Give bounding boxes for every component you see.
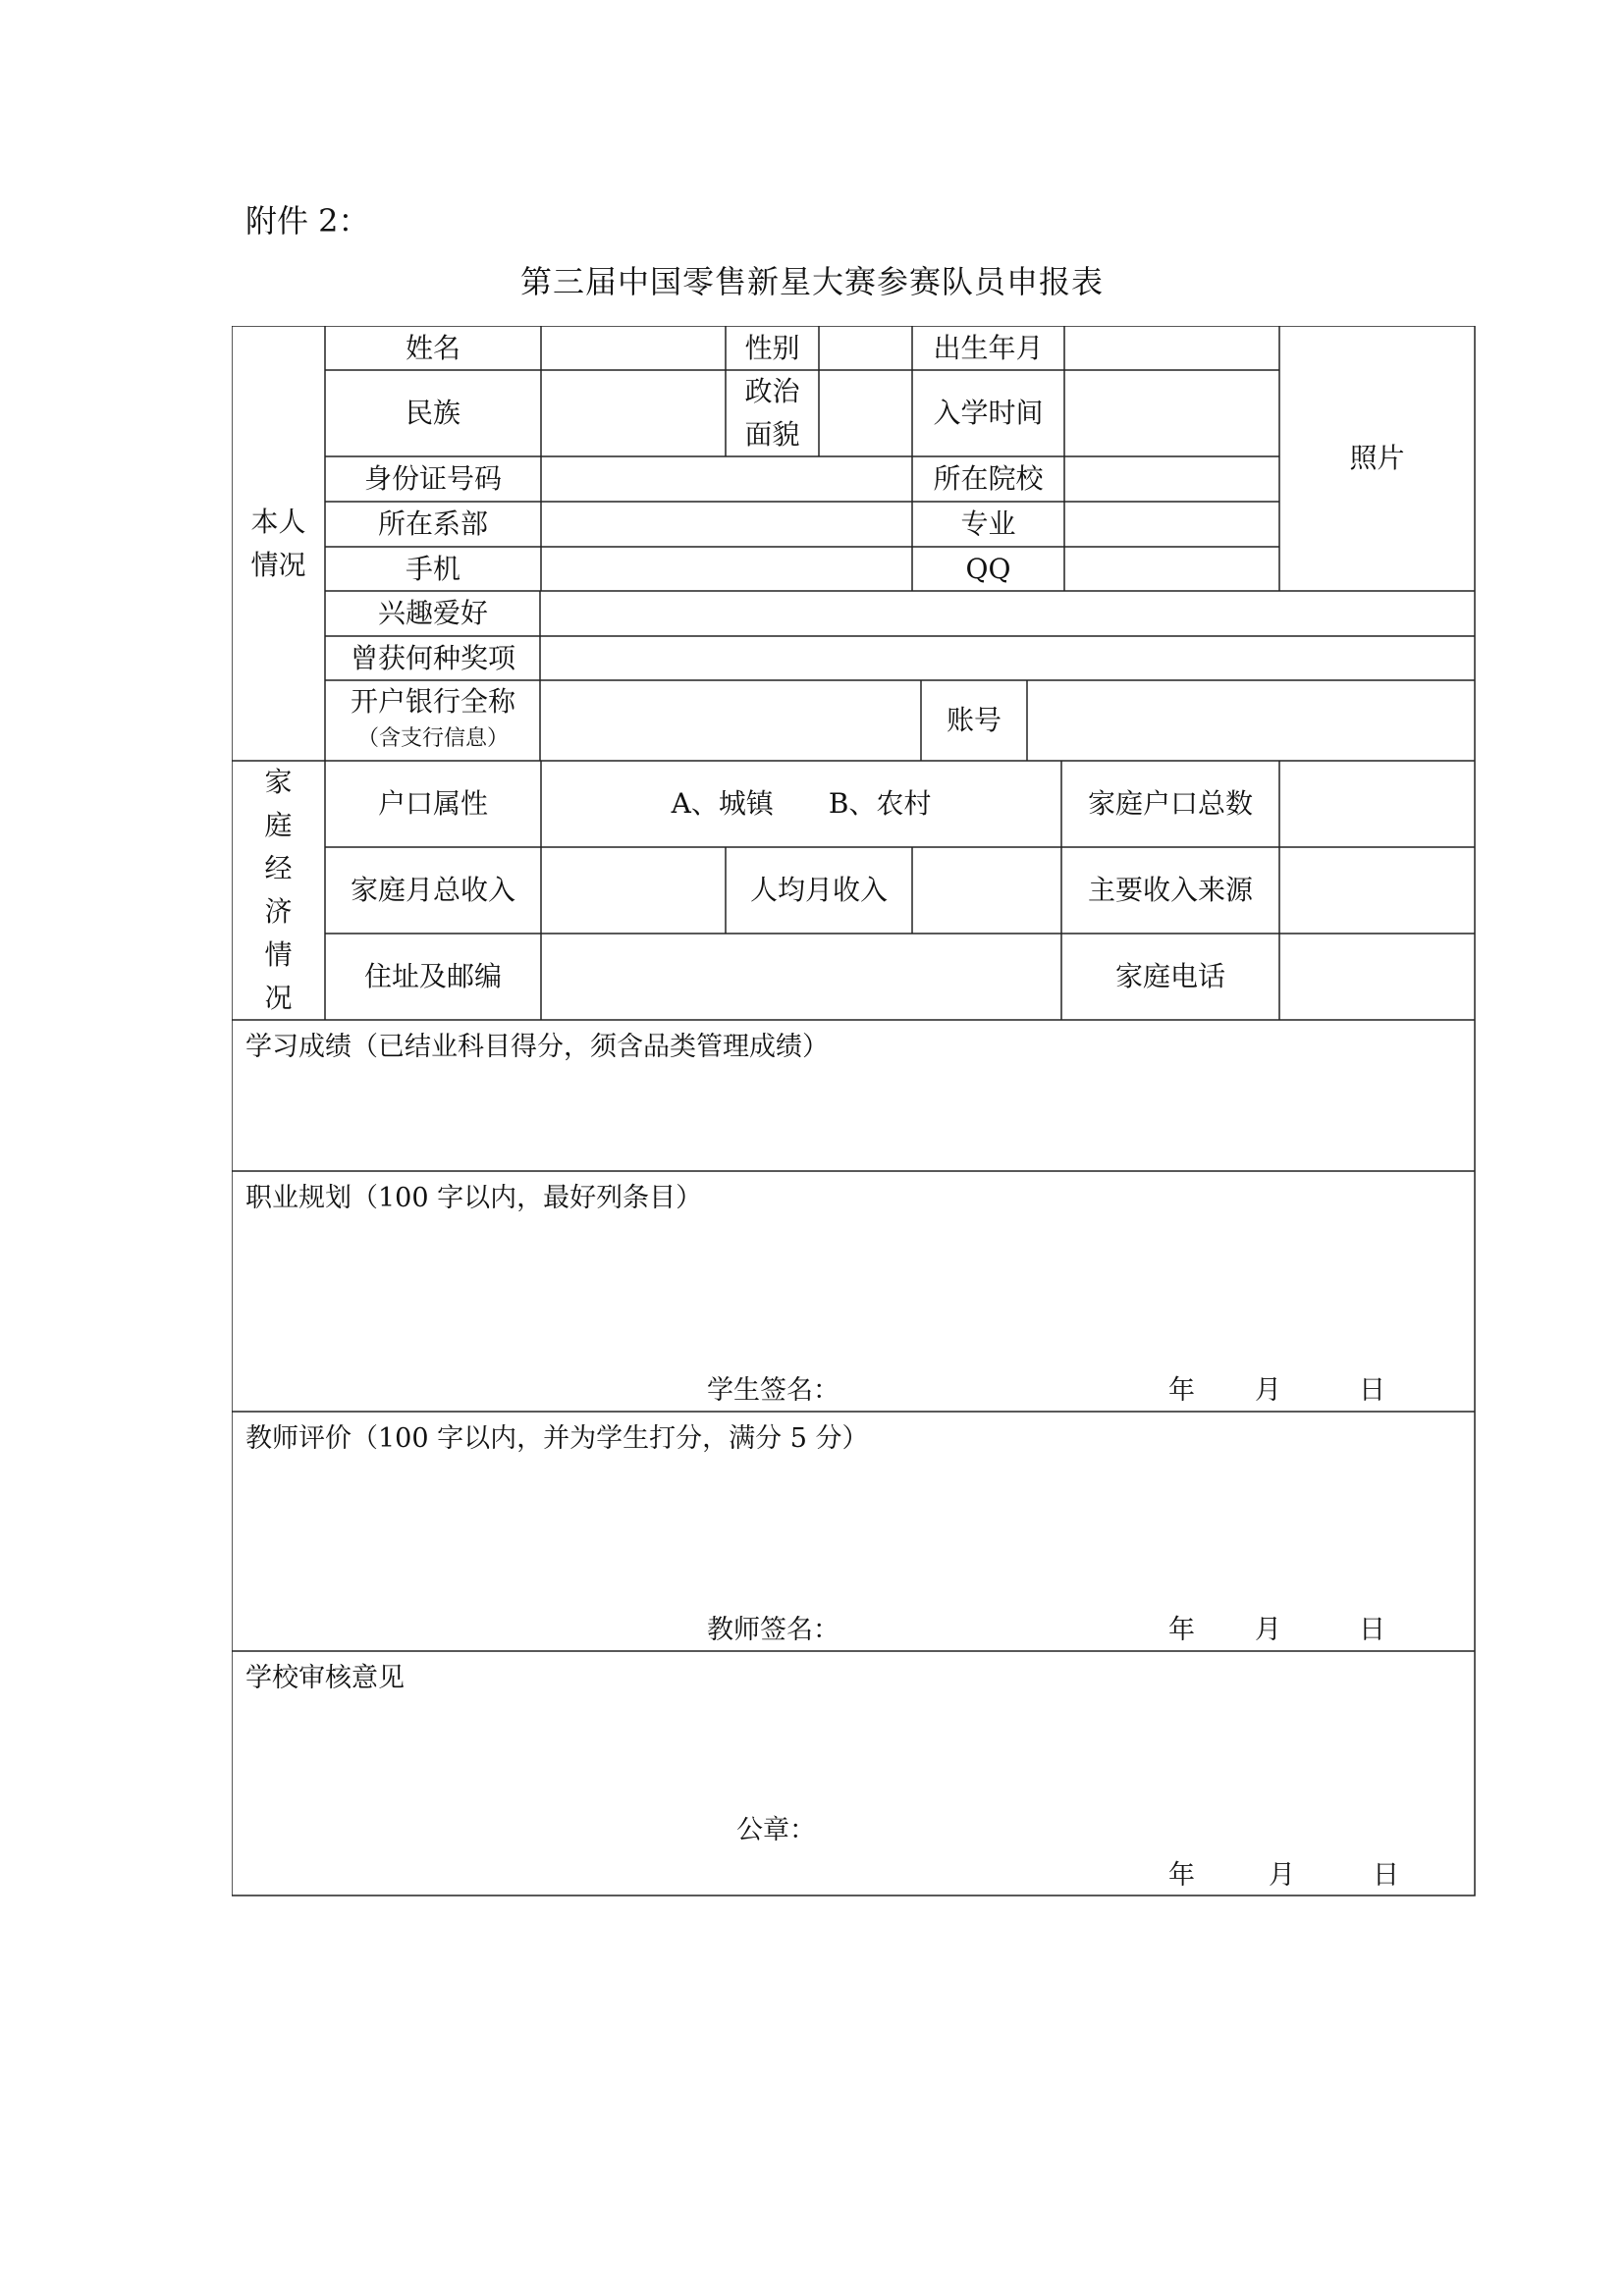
school-seal-label: 公章： xyxy=(736,1815,816,1845)
review-date-day: 日 xyxy=(1373,1860,1399,1891)
home-phone-label: 家庭电话 xyxy=(1114,960,1225,993)
application-form-table xyxy=(232,326,1476,1896)
mobile-label: 手机 xyxy=(405,552,460,585)
qq-label: QQ xyxy=(965,552,1011,585)
family-section-text: 家庭经济情况 xyxy=(264,766,293,1014)
per-capita-income-label: 人均月收入 xyxy=(749,874,888,907)
account-label: 账号 xyxy=(946,704,1001,737)
name-label: 姓名 xyxy=(405,331,460,364)
ethnicity-label: 民族 xyxy=(405,397,460,430)
birth-label: 出生年月 xyxy=(933,331,1044,364)
photo-label: 照片 xyxy=(1349,442,1405,475)
review-date-month: 月 xyxy=(1269,1860,1295,1891)
teacher-date-day: 日 xyxy=(1359,1615,1385,1645)
enroll-time-label: 入学时间 xyxy=(933,397,1044,430)
career-date-month: 月 xyxy=(1255,1375,1281,1406)
bank-line-2: （含支行信息） xyxy=(356,726,509,751)
household-total-label: 家庭户口总数 xyxy=(1087,787,1253,821)
teacher-date-year: 年 xyxy=(1168,1615,1195,1645)
hukou-label: 户口属性 xyxy=(377,787,488,821)
id-number-label: 身份证号码 xyxy=(363,462,502,496)
career-date-year: 年 xyxy=(1168,1375,1195,1406)
school-label: 所在院校 xyxy=(933,462,1044,496)
student-signature-label: 学生签名： xyxy=(707,1375,839,1406)
bank-label xyxy=(325,680,541,761)
department-label: 所在系部 xyxy=(377,507,488,541)
gender-label: 性别 xyxy=(744,331,800,364)
attachment-label: 附件 2： xyxy=(245,202,370,240)
review-date-year: 年 xyxy=(1168,1860,1195,1891)
major-label: 专业 xyxy=(960,507,1016,541)
teacher-evaluation-label: 教师评价（100 字以内，并为学生打分，满分 5 分） xyxy=(245,1423,869,1454)
hukou-options: A、城镇 B、农村 xyxy=(671,787,932,821)
political-line-1: 政治 xyxy=(744,375,800,407)
hobby-label: 兴趣爱好 xyxy=(377,597,488,630)
bank-line-1: 开户银行全称 xyxy=(350,685,515,718)
career-plan-label: 职业规划（100 字以内，最好列条目） xyxy=(245,1183,703,1213)
academic-label: 学习成绩（已结业科目得分，须含品类管理成绩） xyxy=(245,1032,829,1062)
form-title: 第三届中国零售新星大赛参赛队员申报表 xyxy=(519,263,1104,300)
monthly-income-label: 家庭月总收入 xyxy=(350,874,515,907)
personal-section-label xyxy=(232,326,325,761)
teacher-signature-label: 教师签名： xyxy=(707,1615,839,1645)
family-section-label xyxy=(232,761,325,1020)
teacher-date-month: 月 xyxy=(1255,1615,1281,1645)
personal-section-text: 本人情况 xyxy=(250,505,306,581)
awards-label: 曾获何种奖项 xyxy=(350,641,515,674)
political-status-label xyxy=(726,370,819,456)
political-line-2: 面貌 xyxy=(744,418,800,451)
school-review-label: 学校审核意见 xyxy=(245,1663,405,1693)
address-label: 住址及邮编 xyxy=(363,960,502,993)
career-date-day: 日 xyxy=(1359,1375,1385,1406)
income-source-label: 主要收入来源 xyxy=(1087,874,1253,907)
